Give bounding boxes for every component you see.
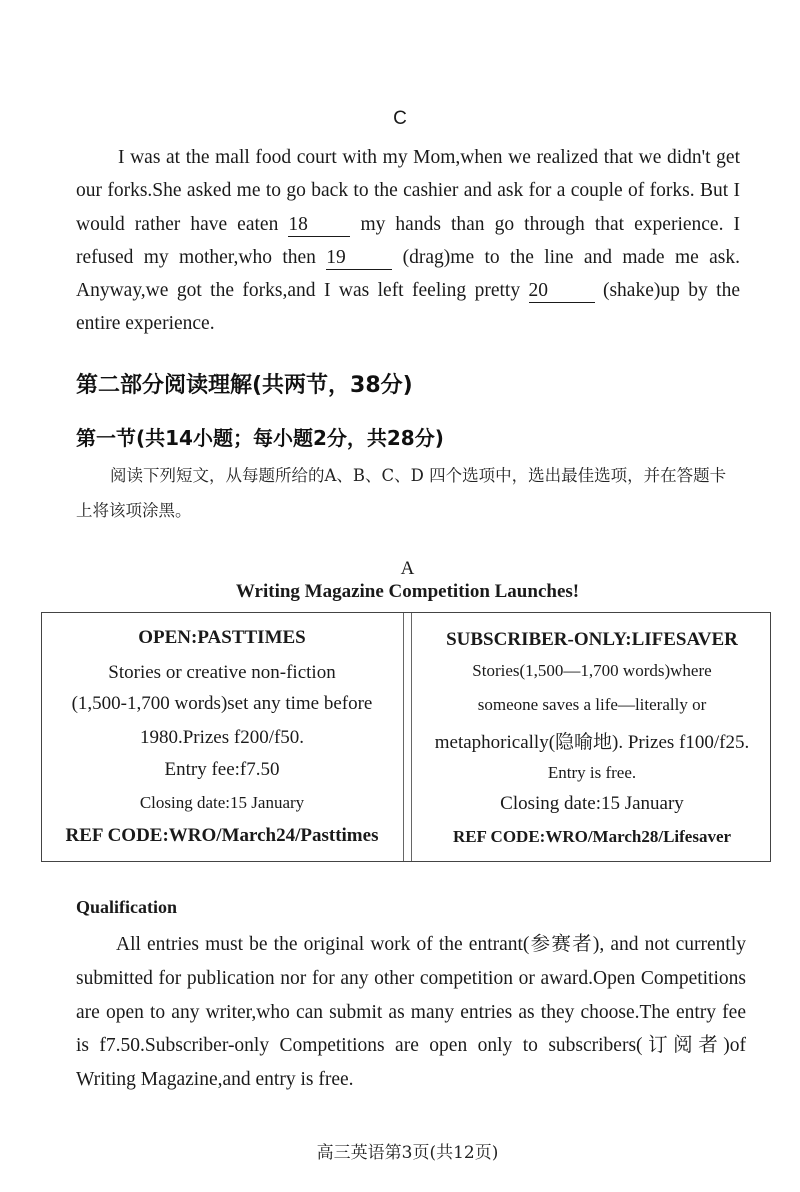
subscriber-line3: metaphorically(隐喻地). Prizes f100/f25. (434, 732, 750, 753)
ad-title: Writing Magazine Competition Launches! (235, 581, 580, 602)
passage-c-part1: I was at the mall food court with my Mom,when we realized that we didn't get our forks.She asked me to go back to the cashier and ask for a couple of forks. But I would rather have eaten (76, 147, 740, 235)
subscriber-line2: someone saves a life—literally or (477, 695, 707, 714)
passage-c (76, 141, 740, 341)
open-line1: Stories or creative non-fiction (108, 662, 336, 683)
competition-box (41, 612, 771, 862)
instruction-text: 阅读下列短文，从每题所给的A、B、C、D 四个选项中，选出最佳选项，并在答题卡上将该项涂黑。 (76, 466, 727, 520)
subscriber-ref-code: REF CODE:WRO/March28/Lifesaver (452, 827, 732, 846)
competition-open-pasttimes (44, 613, 400, 861)
open-line3: 1980.Prizes f200/f50. (139, 727, 305, 748)
competition-subscriber-lifesaver (415, 613, 769, 861)
passage-c-part2: my hands than go through that experience. I refused my mother,who then (76, 213, 741, 268)
instructions (76, 458, 740, 528)
open-ref-code: REF CODE:WRO/March24/Pasttimes (65, 825, 379, 846)
qualification-body: All entries must be the original work of the entrant(参赛者), and not currently submitted for publication nor for any other competition or award.Open Competitions are open to any writer,who can submit as many entries as they choose.The entry fee is f7.50.Subscriber-only Competitions are open only to subscribers(订阅者)of Writing Magazine,and entry is free. (76, 934, 746, 1091)
subscriber-line1: Stories(1,500—1,700 words)where (472, 661, 712, 680)
open-line2: (1,500-1,700 words)set any time before (71, 693, 373, 714)
open-closing-date: Closing date:15 January (139, 793, 305, 812)
qualification-title: Qualification (76, 897, 178, 917)
section-letter-c: C (393, 108, 407, 129)
passage-c-part3: (drag)me to the line and made me ask. Anyway,we got the forks,and I was left feeling pretty (76, 246, 741, 302)
page-footer: 高三英语第3页(共12页) (316, 1143, 499, 1163)
passage-a-letter: A (400, 558, 415, 579)
section-one-heading: 第一节(共14小题；每小题2分，共28分) (76, 426, 444, 450)
blank-18: 18 (288, 214, 350, 237)
blank-20: 20 (529, 280, 595, 303)
box-divider (403, 613, 412, 861)
passage-c-part4: (shake)up by the entire experience. (76, 280, 741, 335)
open-entry-fee: Entry fee:f7.50 (164, 759, 280, 780)
subscriber-closing-date: Closing date:15 January (500, 793, 684, 814)
subscriber-entry-fee: Entry is free. (547, 763, 637, 782)
blank-19: 19 (326, 247, 392, 270)
part-two-heading: 第二部分阅读理解(共两节，38分) (76, 373, 413, 398)
qualification-text (76, 928, 746, 1097)
open-heading: OPEN:PASTTIMES (138, 627, 306, 648)
subscriber-heading: SUBSCRIBER-ONLY:LIFESAVER (446, 629, 738, 650)
